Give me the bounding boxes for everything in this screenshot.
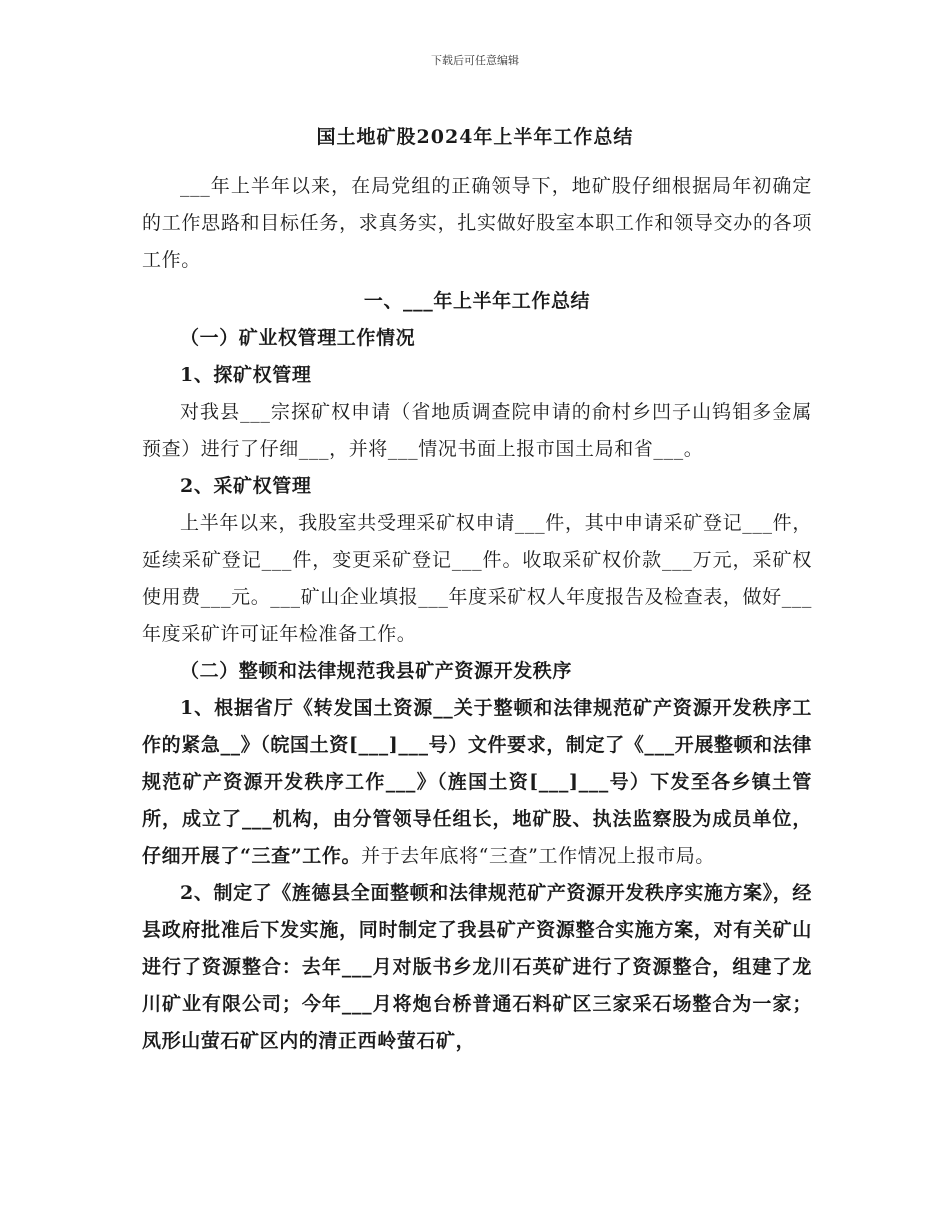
intro-paragraph: ___年上半年以来，在局党组的正确领导下，地矿股仔细根据局年初确定的工作思路和目标任务，求真务实，扎实做好股室本职工作和领导交办的各项工作。	[142, 175, 812, 271]
paragraph-rectification-2: 2、制定了《旌德县全面整顿和法律规范矿产资源开发秩序实施方案》，经县政府批准后下发实施，同时制定了我县矿产资源整合实施方案，对有关矿山进行了资源整合：去年___月对版书乡龙川石英矿进行了资源整合，组建了龙川矿业有限公司；今年___月将炮台桥普通石料矿区三家采石场整合为一家；凤形山萤石矿区内的清正西岭萤石矿，	[142, 882, 812, 1052]
item-paragraph-exploration: 对我县___宗探矿权申请（省地质调查院申请的俞村乡凹子山钨钼多金属预查）进行了仔细___，并将___情况书面上报市国土局和省___。	[142, 401, 812, 460]
subsection-heading-1: （一）矿业权管理工作情况	[180, 327, 416, 349]
page-header-note: 下载后可任意编辑	[431, 54, 519, 67]
document-body	[142, 168, 812, 1060]
item-paragraph-mining: 上半年以来，我股室共受理采矿权申请___件，其中申请采矿登记___件，延续采矿登记___件，变更采矿登记___件。收取采矿权价款___万元，采矿权使用费___元。___矿山企业填报___年度采矿权人年度报告及检查表，做好___年度采矿许可证年检准备工作。	[142, 512, 813, 645]
item-heading-exploration: 1、探矿权管理	[180, 364, 312, 386]
section-heading-1: 一、___年上半年工作总结	[363, 290, 591, 312]
document-title: 国土地矿股2024年上半年工作总结	[316, 126, 634, 148]
subsection-heading-2: （二）整顿和法律规范我县矿产资源开发秩序	[180, 660, 573, 682]
paragraph-rectification-1-bold: 1、根据省厅《转发国土资源__关于整顿和法律规范矿产资源开发秩序工作的紧急__》（皖国土资[___]___号）文件要求，制定了《___开展整顿和法律规范矿产资源开发秩序工作___》（旌国土资[___]___号）下发至各乡镇土管所，成立了___机构，由分管领导任组长，地矿股、执法监察股为成员单位，仔细开展了“三查”工作。	[142, 697, 812, 867]
item-heading-mining: 2、采矿权管理	[180, 475, 312, 497]
paragraph-rectification-1-normal: 并于去年底将“三查”工作情况上报市局。	[361, 845, 715, 867]
paragraph-rectification-1	[142, 690, 812, 875]
